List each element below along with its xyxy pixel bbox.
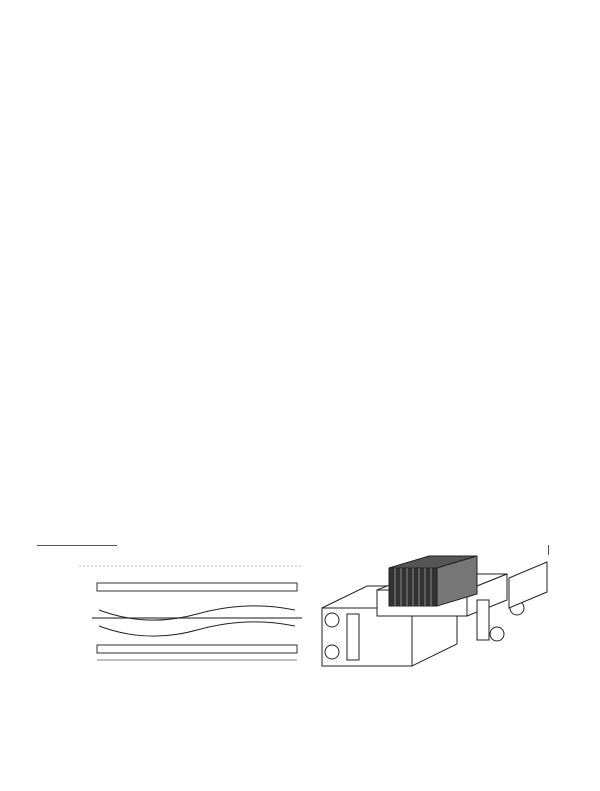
figure-frame-rule	[37, 545, 117, 546]
right-column	[308, 216, 562, 221]
figure-1a-drawing	[79, 566, 302, 660]
left-column	[37, 216, 291, 235]
figure-1b-drawing	[322, 556, 547, 666]
figure-1-drawing	[37, 548, 563, 696]
figure-1	[37, 548, 563, 696]
